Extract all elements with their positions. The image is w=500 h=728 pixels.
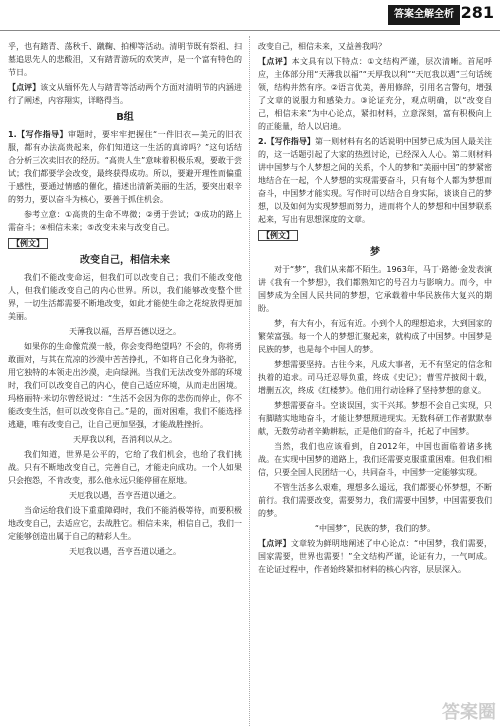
question-number: 2.: [258, 137, 267, 146]
essay-quote-line: 天厄我以遇，吾亨吾道以通之。: [69, 547, 181, 556]
comment-2: [258, 55, 492, 133]
essay-paragraph: 如果你的生命像荒漠一般，你会变得绝望吗？不会的，你将勇敢面对，与其在荒凉的沙漠中苦苦挣扎，不如将自己化身为骆驼，用它独特的本领走出沙漠，走向绿洲。当我们无法改变外部的环境时，我们可以改变自己的内心，使自己适应环境，从而走出困境。玛格丽特·米切尔曾经说过：“生活不会因为你的悲伤而停止，你不能改变生活，但可以改变你自己。”是的，面对困难，我们不能选择逃避，唯有改变自己，让自己更加坚强，才能战胜挫折。: [8, 342, 242, 429]
comment-text: 该文从缅怀先人与踏青等活动两个方面对清明节的内涵进行了阐述，内容翔实，详略得当。: [8, 83, 243, 105]
left-column: [8, 40, 242, 560]
guide-text: 第一则材料有名的话说明中国梦已成为国人最关注的，这一话题引起了大家的热烈讨论，已经深入人心。第二则材料讲中国梦与个人梦想之间的关系，个人的梦和“美丽中国”的梦紧密地结合在一起，个人梦想的实现需要奋斗，只有每个人都为梦想而奋斗，中国梦才能实现。写作时可以结合自身实际，谈谈自己的梦想，以及如何为实现梦想而努力，进而将个人的梦想和中国梦联系起来，写出有思想深度的文章。: [258, 137, 493, 224]
comment-tag: 【点评】: [8, 83, 41, 92]
essay-paragraph: 梦想需要坚持。古往今来，凡成大事者，无不有坚定的信念和执着的追求。司马迁忍辱负重，终成《史记》；曹雪芹披阅十载，增删五次，终成《红楼梦》。他们用行动诠释了坚持梦想的意义。: [258, 360, 492, 395]
page-header: [0, 0, 500, 31]
comment-text: 本文具有以下特点：①文结构严谨，层次清晰。首尾呼应，主体部分用“天薄我以福”“天厚我以利”“天厄我以遇”三句话统领，结构井然有序。②语言优美，善用修辞，引用名言警句，增强了文章的说服力和感染力。③论证充分，观点明确，以“改变自己，相信未来”为中心论点，紧扣材料，立意深刻，富有积极向上的正能量，给人以启迪。: [258, 57, 493, 131]
example-label-text: 【例文】: [258, 230, 298, 241]
essay-paragraph: 梦，有大有小，有远有近。小到个人的理想追求，大到国家的繁荣富强。每一个人的梦想汇聚起来，就构成了中国梦。中国梦是民族的梦，也是每个中国人的梦。: [258, 319, 492, 354]
essay-quote-line: 天厄我以遇，吾亨吾道以通之。: [69, 491, 181, 500]
essay-paragraph: 当命运给我们设下重重障碍时，我们不能消极等待，而要积极地改变自己，去适应它，去战胜它。相信未来，相信自己，我们一定能够创造出属于自己的精彩人生。: [8, 506, 242, 541]
column-divider: [249, 36, 250, 726]
essay-quote-line: 天厚我以利，吾消利以从之。: [73, 435, 177, 444]
question-1: [8, 128, 242, 206]
guide-tag: 【写作指导】: [266, 137, 315, 146]
page-number: 281: [460, 3, 494, 22]
example-label-text: 【例文】: [8, 238, 48, 249]
guide-tag: 【写作指导】: [16, 130, 69, 139]
essay-paragraph: 我们不能改变命运，但我们可以改变自己；我们不能改变他人，但我们能改变自己的内心世界。所以，我们能够改变整个世界，一切生活都需要不断地改变，如此才能使生命之花绽放得更加美丽。: [8, 273, 242, 321]
essay-title: 改变自己，相信未来: [80, 255, 170, 266]
top-paragraph: 改变自己，相信未来，又益善我吗？: [258, 42, 386, 51]
essay-paragraph: 当然，我们也应该看到，自2012年，中国也面临着诸多挑战。在实现中国梦的道路上，我们还需要克服重重困难。但我们相信，只要全国人民团结一心，共同奋斗，中国梦一定能够实现。: [258, 442, 492, 477]
comment-text: 文章较为鲜明地阐述了中心论点：“中国梦，我们需要，国家需要，世界也需要！”全文结构严谨，论证有力，一气呵成。在论证过程中，作者始终紧扣材料的核心内容，层层深入。: [258, 539, 492, 574]
comment-tag: 【点评】: [258, 539, 291, 548]
comment-3: [258, 537, 492, 576]
question-2: [258, 135, 492, 226]
section-b-title: B组: [116, 112, 134, 123]
essay-paragraph: 不管生活多么艰难，理想多么遥远，我们都要心怀梦想，不断前行。我们需要改变，需要努力，我们需要中国梦，中国需要我们的梦。: [258, 483, 492, 518]
essay-quote-line: 天薄我以福，吾厚吾德以迓之。: [69, 327, 181, 336]
essay-paragraph: 梦想需要奋斗。空谈误国，实干兴邦。梦想不会自己实现，只有脚踏实地地奋斗，才能让梦想照进现实。无数科研工作者默默奉献，无数劳动者辛勤耕耘，正是他们的奋斗，托起了中国梦。: [258, 401, 492, 436]
intro-paragraph: 乎，也有踏青、荡秋千、蹴鞠、拍柳等活动。清明节既有祭祖、扫墓追思先人的悲酸泪，又有踏青游玩的欢笑声，是一个富有特色的节日。: [8, 42, 242, 77]
essay-paragraph: 我们知道，世界是公平的，它给了我们机会，也给了我们挑战。只有不断地改变自己，完善自己，才能走向成功。一个人如果只会抱怨，不肯改变，那么他永远只能停留在原地。: [8, 450, 242, 485]
guide-text: 审题时，要牢牢把握住“一件旧衣—美元的旧衣服，都有办法高贵起来，你们知道这一生活的真谛吗？”这句话结合分析三次卖旧衣的经历。“高贵人生”意味着积极乐观，要敢于尝试；我们都要学会改变，最终获得成功。所以，要避开理性而偏重于感性，要通过情感的催化，描述出清新美丽的生活，要突出艰辛的努力，要以奋斗为核心，要善于抓住机会。: [8, 130, 242, 204]
reference-ideas: 参考立意：①高贵的生命不卑微；②勇于尝试；③成功的路上需奋斗；④相信未来；⑤改变未来与改变自己。: [8, 210, 242, 232]
essay-title: 梦: [370, 247, 380, 258]
comment-tag: 【点评】: [258, 57, 292, 66]
question-number: 1.: [8, 130, 17, 139]
example-label: [258, 229, 492, 242]
essay-paragraph: 对于“梦”，我们从来都不陌生。1963年，马丁·路德·金发表演讲《我有一个梦想》，我们都熟知它的号召力与影响力。而今，中国梦成为全国人民共同的梦想，它承载着中华民族伟大复兴的期盼。: [258, 265, 492, 313]
watermark-logo: 答案圈: [442, 702, 496, 723]
comment-1: [8, 81, 242, 107]
header-logo: 答案全解全析: [388, 5, 460, 25]
essay-closing-line: “中国梦”，民族的梦，我们的梦。: [314, 524, 436, 533]
example-label: [8, 237, 242, 250]
right-column: [258, 40, 492, 578]
